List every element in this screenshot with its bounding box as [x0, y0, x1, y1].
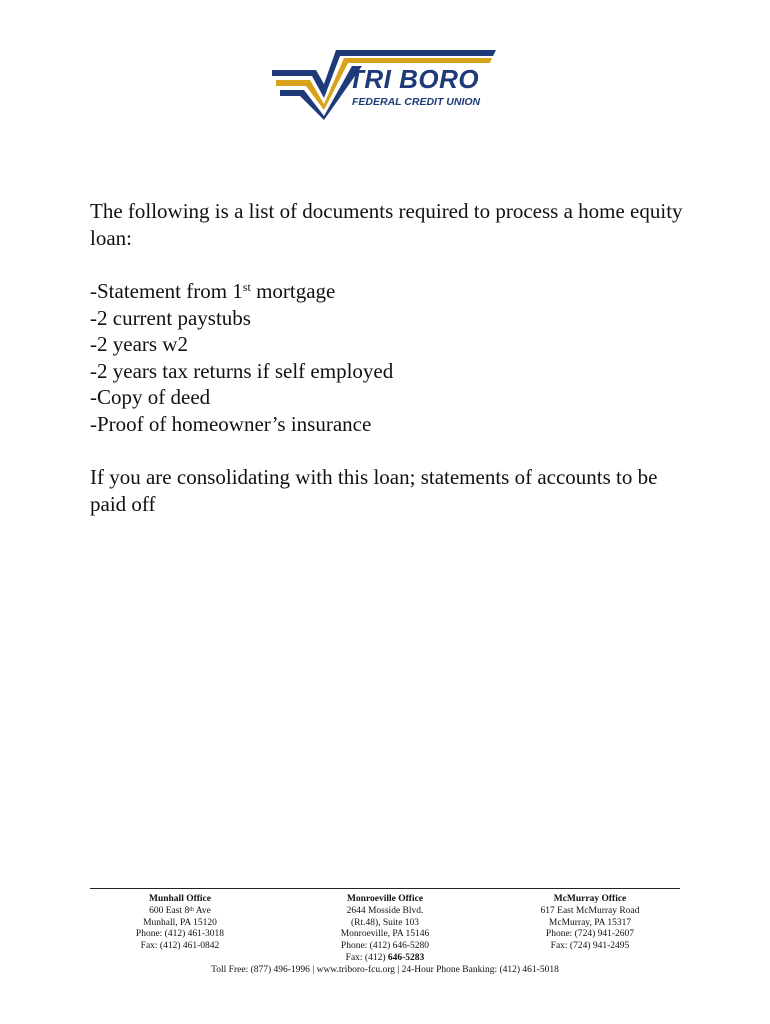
page-footer — [90, 888, 680, 977]
office-name: McMurray Office — [553, 894, 627, 904]
office-name: Monroeville Office — [346, 894, 424, 904]
office-fax: Fax: (412) 646-5283 — [345, 952, 425, 963]
office-city: Monroeville, PA 15146 — [340, 929, 430, 940]
munhall-office — [90, 894, 270, 965]
closing-paragraph: If you are consolidating with this loan; statements of accounts to be paid off — [90, 465, 658, 516]
monroeville-office — [295, 894, 475, 965]
office-fax: Fax: (724) 941-2495 — [550, 941, 630, 952]
list-item: -2 years w2 — [90, 332, 188, 356]
office-phone: Phone: (412) 461-3018 — [135, 929, 225, 940]
logo-title: TRI BORO — [348, 64, 480, 94]
document-body — [90, 198, 690, 517]
list-item: -2 years tax returns if self employed — [90, 358, 394, 383]
footer-divider — [90, 888, 680, 889]
office-street: 2644 Mosside Blvd. — [346, 905, 424, 916]
office-fax: Fax: (412) 461-0842 — [140, 941, 220, 952]
list-item: -Proof of homeowner’s insurance — [90, 411, 372, 436]
office-name: Munhall Office — [148, 894, 211, 904]
office-phone: Phone: (412) 646-5280 — [340, 941, 430, 952]
office-city: Munhall, PA 15120 — [143, 917, 217, 928]
office-phone: Phone: (724) 941-2607 — [545, 929, 635, 940]
list-item: -Copy of deed — [90, 385, 211, 409]
office-city: McMurray, PA 15317 — [548, 917, 632, 928]
office-street: 600 East 8th Ave — [149, 905, 211, 916]
intro-paragraph: The following is a list of documents required to process a home equity loan: — [90, 199, 683, 250]
office-suite: (Rt.48), Suite 103 — [350, 917, 420, 928]
toll-free-line: Toll Free: (877) 496-1996 | www.triboro-fcu.org | 24-Hour Phone Banking: (412) 461-5018 — [211, 964, 559, 975]
office-street: 617 East McMurray Road — [540, 905, 640, 916]
list-item: -2 current paystubs — [90, 305, 251, 330]
list-item: -Statement from 1st mortgage — [90, 279, 336, 303]
mcmurray-office — [500, 894, 680, 965]
tri-boro-logo — [272, 44, 502, 120]
logo-subtitle: FEDERAL CREDIT UNION — [352, 96, 481, 108]
